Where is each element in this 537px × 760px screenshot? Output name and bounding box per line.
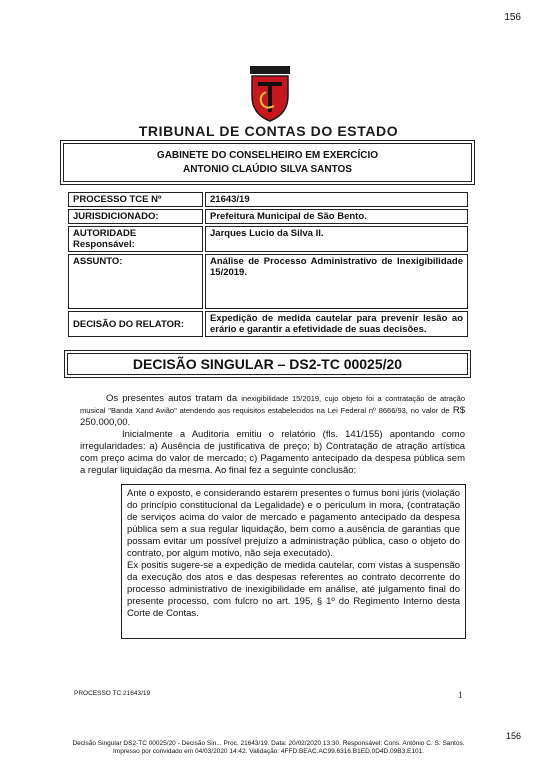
p1-middle: inexigibilidade 15/2019, cujo objeto foi a contratação de atração musical "Banda Xand Avião" atendendo aos requisitos estabelecidos na Lei Federal nº 8666/93, no valor de [80, 394, 465, 415]
processo-value: 21643/19 [205, 192, 468, 207]
tce-emblem-logo [248, 66, 292, 122]
assunto-label: ASSUNTO: [68, 254, 203, 309]
quote-paragraph-1: Ante o exposto, e considerando estarem presentes o fumus boni júris (violação do princípio constitucional da Legalidade) e o periculum in mora, (contratação de serviços acima do valor de mercado e pagamento antecipado da despesa pública sem a sua regular liquidação, bem como a ausência de garantias que possam evitar um possível prejuízo a administração pública, caso o objeto do contrato, por algum motivo, não seja executado). [127, 488, 460, 559]
assunto-value: Análise de Processo Administrativo de Inexigibilidade 15/2019. [205, 254, 468, 309]
autoridade-label-line2: Responsável: [73, 239, 135, 250]
body-paragraph-1 [80, 393, 465, 429]
jurisdicionado-value: Prefeitura Municipal de São Bento. [205, 209, 468, 224]
autoridade-value: Jarques Lucio da Silva II. [205, 226, 468, 252]
gabinete-line1: GABINETE DO CONSELHEIRO EM EXERCÍCIO [156, 150, 379, 161]
footer-line-1: Decisão Singular DS2-TC 00025/20 - Decisão Sin... Proc. 21643/19. Data: 20/02/2020 13:30. Responsável: Cons. Antônio C. S. Santos. [72, 740, 465, 747]
gabinete-line2: ANTONIO CLAÚDIO SILVA SANTOS [183, 164, 352, 175]
p1-amount: R$ 250.000,00. [80, 405, 465, 428]
gabinete-box [60, 140, 475, 185]
decisao-title: DECISÃO SINGULAR – DS2-TC 00025/20 [67, 353, 468, 375]
footer-line-2: Impresso por convidado em 04/03/2020 14:42. Validação: 4FFD.BEAC.AC99.6316.B1ED.0D4D.09B3.E101. [113, 748, 424, 755]
processo-label: PROCESSO TCE Nº [68, 192, 203, 207]
page-number-bottom: 156 [505, 731, 521, 741]
jurisdicionado-label: JURISDICIONADO: [68, 209, 203, 224]
quote-paragraph-2: Ex positis sugere-se a expedição de medida cautelar, com vistas à suspensão da execução dos atos e das despesas referentes ao contrato decorrente do processo administrativo de inexigibilidade em análise, até julgamento final do presente processo, com fulcro no art. 195, § 1º do Regimento Interno desta Corte de Contas. [127, 560, 460, 619]
decisao-title-box [64, 350, 471, 378]
audit-conclusion-quote [121, 484, 466, 639]
tribunal-heading: TRIBUNAL DE CONTAS DO ESTADO [138, 123, 399, 139]
autoridade-label [68, 226, 203, 252]
decisao-value: Expedição de medida cautelar para prevenir lesão ao erário e garantir a efetividade de suas decisões. [205, 311, 468, 337]
autoridade-label-line1: AUTORIDADE [73, 228, 137, 239]
p1-start: Os presentes autos tratam da [106, 393, 238, 404]
page-index: 1 [458, 690, 463, 700]
body-paragraph-2: Inicialmente a Auditoria emitiu o relatório (fls. 141/155) apontando como irregularidades: a) Ausência de justificativa de preço; b) Contratação de atração artística com preço acima do valor de mercado; c) Pagamento antecipado da despesa pública sem a regular liquidação da mesma. Ao final fez a seguinte conclusão: [80, 429, 465, 476]
process-info-table [66, 190, 470, 339]
processo-footer: PROCESSO TC 21643/19 [74, 690, 151, 697]
decisao-label: DECISÃO DO RELATOR: [68, 311, 203, 337]
page-number: 156 [504, 12, 521, 23]
